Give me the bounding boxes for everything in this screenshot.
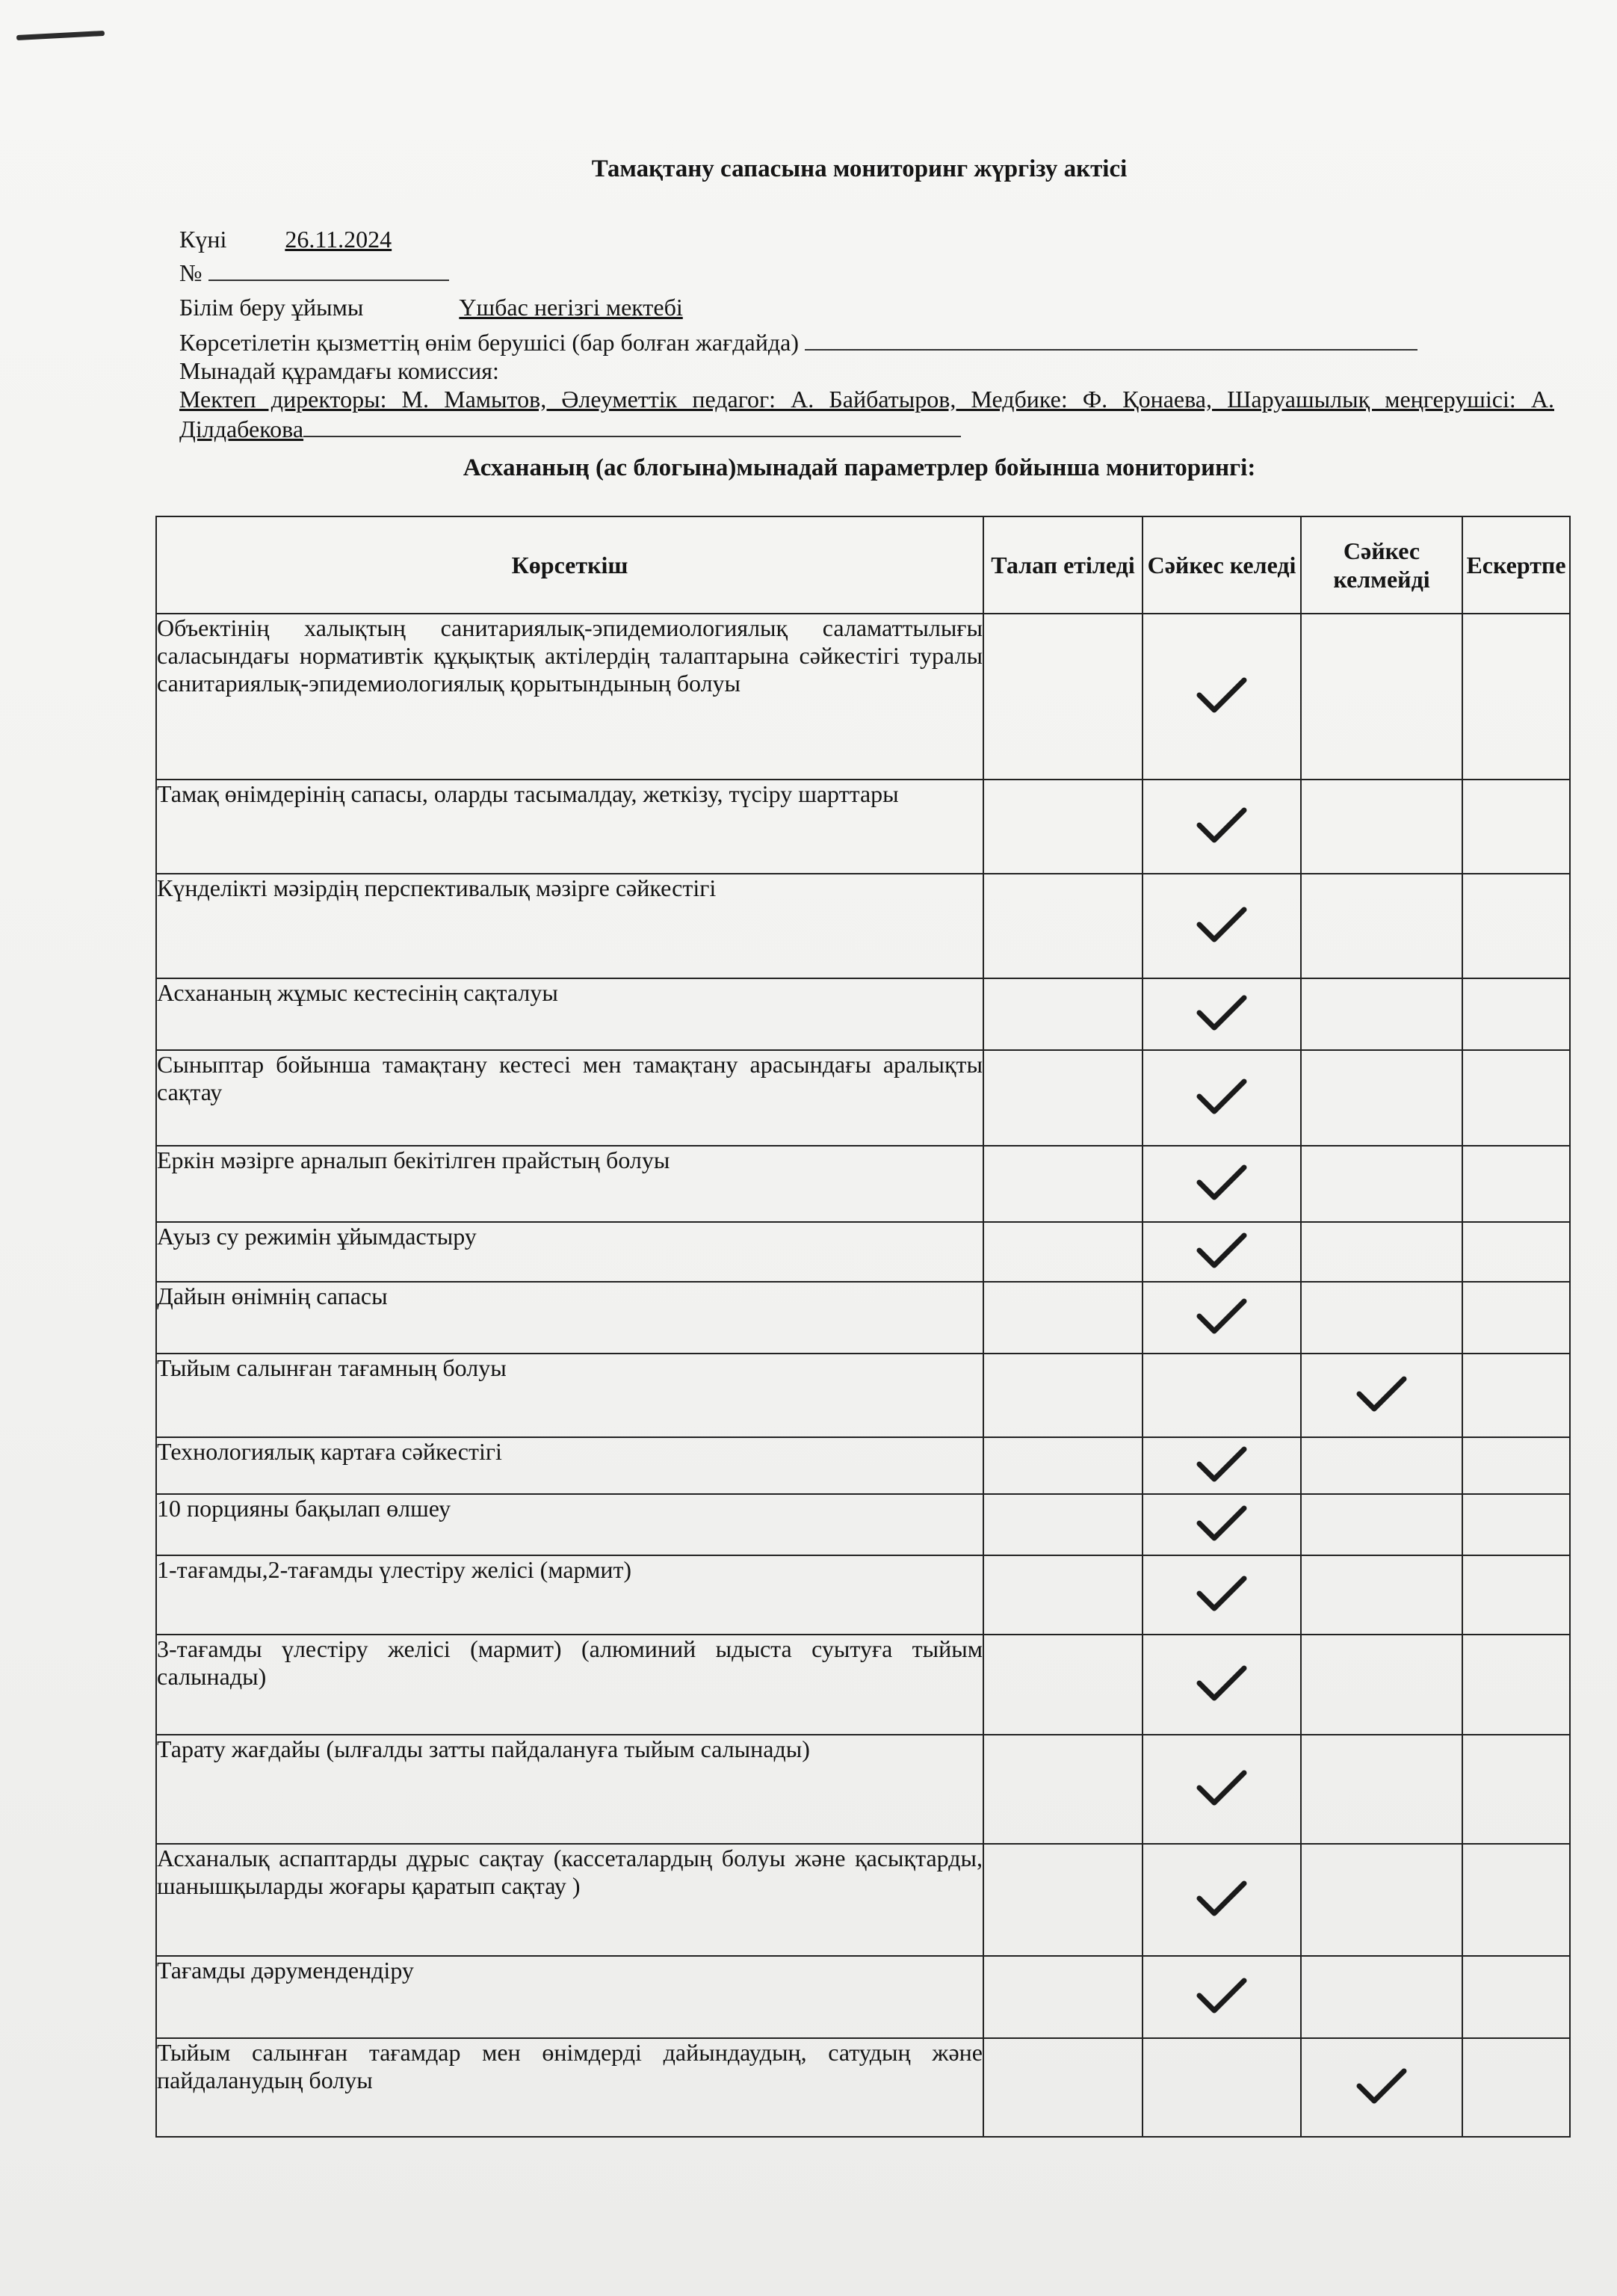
note-cell — [1462, 780, 1570, 874]
table-row — [156, 1282, 1570, 1354]
complies-cell — [1143, 780, 1301, 874]
complies-cell — [1143, 1222, 1301, 1282]
table-row — [156, 1050, 1570, 1146]
checkmark-icon — [1195, 1573, 1249, 1614]
note-cell — [1462, 1282, 1570, 1354]
table-row — [156, 1956, 1570, 2038]
section-title: Асхананың (ас блогына)мынадай параметрлер бойынша мониторингі: — [463, 454, 1256, 481]
checkmark-icon — [1195, 1229, 1249, 1271]
checkmark-icon — [1195, 1877, 1249, 1919]
checkmark-icon — [1195, 1161, 1249, 1203]
required-cell — [983, 1956, 1143, 2038]
table-row — [156, 1146, 1570, 1222]
indicator-cell: Тарату жағдайы (ылғалды затты пайдалануға тыйым салынады) — [156, 1735, 983, 1844]
document-title: Тамақтану сапасына мониторинг жүргізу актісі — [591, 155, 1128, 182]
indicator-cell: Тамақ өнімдерінің сапасы, оларды тасымалдау, жеткізу, түсіру шарттары — [156, 780, 983, 874]
required-cell — [983, 1735, 1143, 1844]
table-row — [156, 978, 1570, 1050]
complies-cell — [1143, 1844, 1301, 1956]
required-cell — [983, 614, 1143, 780]
indicator-cell: Күнделікті мәзірдің перспективалық мәзірге сәйкестігі — [156, 874, 983, 978]
table-row — [156, 614, 1570, 780]
table-row — [156, 1844, 1570, 1956]
note-cell — [1462, 1635, 1570, 1735]
checkmark-icon — [1195, 1502, 1249, 1544]
checkmark-icon — [1195, 1975, 1249, 2016]
table-row — [156, 1735, 1570, 1844]
checkmark-icon — [1195, 804, 1249, 846]
not-complies-cell — [1301, 1735, 1462, 1844]
complies-cell — [1143, 978, 1301, 1050]
indicator-cell: Дайын өнімнің сапасы — [156, 1282, 983, 1354]
table-body — [156, 614, 1570, 2137]
number-line — [179, 257, 449, 287]
required-cell — [983, 978, 1143, 1050]
date-label: Күні — [179, 226, 227, 253]
checkmark-icon — [1195, 1076, 1249, 1117]
complies-cell — [1143, 1050, 1301, 1146]
not-complies-cell — [1301, 1222, 1462, 1282]
not-complies-cell — [1301, 978, 1462, 1050]
indicator-cell: Объектінің халықтың санитариялық-эпидемиологиялық саламаттылығы саласындағы нормативтік құқықтық актілердің талаптарына сәйкестігі туралы санитариялық-эпидемиологиялық қорытындының болуы — [156, 614, 983, 780]
table-row — [156, 1437, 1570, 1494]
checkmark-icon — [1195, 1662, 1249, 1704]
not-complies-cell — [1301, 614, 1462, 780]
provider-line — [179, 327, 1417, 357]
organization-value: Үшбас негізгі мектебі — [459, 294, 683, 321]
note-cell — [1462, 1735, 1570, 1844]
indicator-cell: Сыныптар бойынша тамақтану кестесі мен тамақтану арасындағы аралықты сақтау — [156, 1050, 983, 1146]
note-cell — [1462, 874, 1570, 978]
indicator-cell: Асхананың жұмыс кестесінің сақталуы — [156, 978, 983, 1050]
required-cell — [983, 1354, 1143, 1437]
complies-cell — [1143, 1282, 1301, 1354]
date-value: 26.11.2024 — [285, 226, 392, 253]
checkmark-icon — [1195, 1767, 1249, 1809]
required-cell — [983, 874, 1143, 978]
not-complies-cell — [1301, 1146, 1462, 1222]
column-header-note: Ескертпе — [1462, 516, 1570, 614]
indicator-cell: Технологиялық картаға сәйкестігі — [156, 1437, 983, 1494]
note-cell — [1462, 1146, 1570, 1222]
required-cell — [983, 1555, 1143, 1635]
required-cell — [983, 1146, 1143, 1222]
not-complies-cell — [1301, 1494, 1462, 1555]
indicator-cell: Асханалық аспаптарды дұрыс сақтау (кассеталардың болуы және қасықтарды, шанышқыларды жоғары қаратып сақтау ) — [156, 1844, 983, 1956]
required-cell — [983, 1635, 1143, 1735]
not-complies-cell — [1301, 1555, 1462, 1635]
complies-cell — [1143, 2038, 1301, 2137]
checkmark-icon — [1195, 992, 1249, 1034]
not-complies-cell — [1301, 1956, 1462, 2038]
complies-cell — [1143, 1635, 1301, 1735]
monitoring-table — [155, 516, 1571, 2138]
commission-label: Мынадай құрамдағы комиссия: — [179, 357, 499, 384]
table-row — [156, 780, 1570, 874]
provider-field — [805, 327, 1417, 351]
not-complies-cell — [1301, 1050, 1462, 1146]
checkmark-icon — [1195, 1443, 1249, 1485]
checkmark-icon — [1355, 2065, 1409, 2107]
not-complies-cell — [1301, 1282, 1462, 1354]
required-cell — [983, 1222, 1143, 1282]
not-complies-cell — [1301, 780, 1462, 874]
table-row — [156, 2038, 1570, 2137]
table-row — [156, 1555, 1570, 1635]
checkmark-icon — [1355, 1373, 1409, 1415]
commission-members-text: Мектеп директоры: М. Мамытов, Әлеуметтік педагог: А. Байбатыров, Медбике: Ф. Қонаева, Шаруашылық меңгерушісі: А. Ділдабекова — [179, 386, 1554, 442]
required-cell — [983, 1494, 1143, 1555]
complies-cell — [1143, 874, 1301, 978]
indicator-cell: Тыйым салынған тағамның болуы — [156, 1354, 983, 1437]
provider-label: Көрсетілетін қызметтің өнім берушісі (бар болған жағдайда) — [179, 329, 799, 356]
indicator-cell: Тағамды дәрумендендіру — [156, 1956, 983, 2038]
table-header-row — [156, 516, 1570, 614]
note-cell — [1462, 1956, 1570, 2038]
table-row — [156, 1635, 1570, 1735]
note-cell — [1462, 1354, 1570, 1437]
column-header-required: Талап етіледі — [983, 516, 1143, 614]
note-cell — [1462, 1844, 1570, 1956]
complies-cell — [1143, 1494, 1301, 1555]
table-row — [156, 1354, 1570, 1437]
note-cell — [1462, 1494, 1570, 1555]
not-complies-cell — [1301, 2038, 1462, 2137]
required-cell — [983, 780, 1143, 874]
not-complies-cell — [1301, 1844, 1462, 1956]
checkmark-icon — [1195, 1295, 1249, 1337]
column-header-indicator: Көрсеткіш — [156, 516, 983, 614]
note-cell — [1462, 978, 1570, 1050]
note-cell — [1462, 614, 1570, 780]
organization-label: Білім беру ұйымы — [179, 294, 364, 321]
required-cell — [983, 1282, 1143, 1354]
required-cell — [983, 1050, 1143, 1146]
indicator-cell: 1-тағамды,2-тағамды үлестіру желісі (мармит) — [156, 1555, 983, 1635]
indicator-cell: Еркін мәзірге арналып бекітілген прайстың болуы — [156, 1146, 983, 1222]
required-cell — [983, 1437, 1143, 1494]
complies-cell — [1143, 614, 1301, 780]
note-cell — [1462, 2038, 1570, 2137]
complies-cell — [1143, 1735, 1301, 1844]
not-complies-cell — [1301, 1437, 1462, 1494]
commission-fill-line — [303, 418, 961, 437]
number-field — [208, 257, 449, 281]
staple-mark — [16, 31, 105, 40]
indicator-cell: Тыйым салынған тағамдар мен өнімдерді дайындаудың, сатудың және пайдаланудың болуы — [156, 2038, 983, 2137]
complies-cell — [1143, 1146, 1301, 1222]
checkmark-icon — [1195, 674, 1249, 716]
date-line — [179, 226, 561, 253]
complies-cell — [1143, 1956, 1301, 2038]
required-cell — [983, 1844, 1143, 1956]
table-row — [156, 1494, 1570, 1555]
commission-members — [179, 384, 1554, 444]
table-row — [156, 1222, 1570, 1282]
organization-line — [179, 294, 1562, 321]
indicator-cell: 3-тағамды үлестіру желісі (мармит) (алюминий ыдыста суытуға тыйым салынады) — [156, 1635, 983, 1735]
not-complies-cell — [1301, 874, 1462, 978]
note-cell — [1462, 1050, 1570, 1146]
note-cell — [1462, 1437, 1570, 1494]
required-cell — [983, 2038, 1143, 2137]
indicator-cell: Ауыз су режимін ұйымдастыру — [156, 1222, 983, 1282]
column-header-complies: Сәйкес келеді — [1143, 516, 1301, 614]
complies-cell — [1143, 1437, 1301, 1494]
column-header-not-complies: Сәйкес келмейді — [1301, 516, 1462, 614]
not-complies-cell — [1301, 1354, 1462, 1437]
indicator-cell: 10 порцияны бақылап өлшеу — [156, 1494, 983, 1555]
note-cell — [1462, 1222, 1570, 1282]
table-row — [156, 874, 1570, 978]
complies-cell — [1143, 1555, 1301, 1635]
not-complies-cell — [1301, 1635, 1462, 1735]
checkmark-icon — [1195, 904, 1249, 945]
note-cell — [1462, 1555, 1570, 1635]
complies-cell — [1143, 1354, 1301, 1437]
number-label: № — [179, 259, 202, 286]
